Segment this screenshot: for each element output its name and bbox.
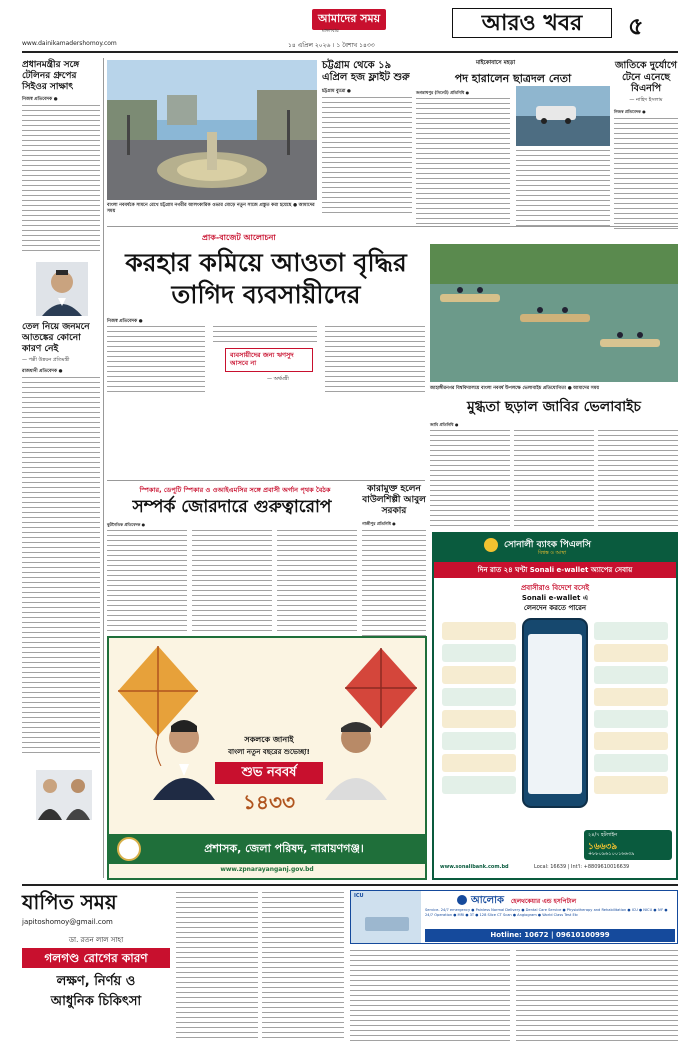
section-title: আরও খবর (452, 8, 612, 38)
boishakh-greeting-1: সকলকে জানাই (244, 735, 294, 744)
boat-body-3 (598, 430, 678, 528)
mic-headline: পদ হারালেন ছাত্রদল নেতা (454, 72, 572, 85)
jaapito-author: ডা. রতন লাল সাহা (68, 936, 124, 944)
prebudget-body-3 (325, 326, 425, 394)
jati-byline: নিজস্ব প্রতিবেদক ● (614, 108, 646, 114)
jati-body (614, 118, 678, 230)
jaapito-body-2 (262, 892, 344, 1042)
boat-photo (430, 244, 678, 382)
hospital-logo (457, 895, 467, 905)
jaapito-headline-1: গলগণ্ড রোগের কারণ (22, 948, 170, 968)
brand-logo: আমাদের সময় (312, 9, 386, 30)
col1-story2-headline: তেল নিয়ে জনমনে আতঙ্কের কোনো কারণ নেই (22, 322, 90, 354)
jaapito-box (22, 890, 170, 1040)
col1-portrait (36, 262, 88, 316)
bank-web[interactable]: www.sonalibank.com.bd (440, 864, 509, 870)
official-portrait-right (321, 710, 391, 800)
col1-body (22, 105, 100, 255)
bottom-body-2 (516, 950, 678, 1042)
mic-body-right (516, 150, 610, 228)
bank-phone-mockup (522, 618, 588, 808)
bank-hotline-box (584, 830, 672, 860)
jaapito-headline-3: আধুনিক চিকিৎসা (50, 994, 142, 1009)
hospital-services: Service- 24/7 emergency ● Painless Normal Delivery ● Dental Care Service ● Physiotherapy and Rehabilitation ● ICU ● NICU ● IVF ● 24/7 Operation ● MRI ● 3T ● 128 Slice CT Scan ● Angiogram ● World Class Test Etc (425, 908, 668, 917)
boishakh-main: শুভ নববর্ষ (215, 762, 323, 784)
hospital-name-2: হেলথকেয়ার এন্ড হসপিটাল (511, 898, 577, 905)
hospital-icu-label: ICU (354, 893, 364, 899)
ctg-body (322, 97, 412, 215)
ctg-headline: চট্টগ্রাম থেকে ১৯ এপ্রিল হজ ফ্লাইট শুরু (322, 60, 410, 83)
rule-mid-section (107, 480, 425, 481)
official-portrait-left (149, 710, 219, 800)
boat-body-1 (430, 430, 510, 528)
col1-story2-body (22, 377, 100, 757)
sonali-bank-ad (432, 532, 678, 880)
col1-byline: নিজস্ব প্রতিবেদক ● (22, 97, 58, 102)
bank-features-left (442, 622, 516, 822)
col1-story2-source: — পল্লী উন্নয়ন প্রতিমন্ত্রী (22, 357, 70, 363)
prison-headline: কারামুক্ত হলেন বাউলশিল্পী আবুল সরকার (362, 484, 426, 516)
rule-bottom-section (22, 884, 678, 886)
bank-sub-3: লেনদেন করতে পারেন (523, 604, 587, 612)
street-photo (107, 60, 317, 200)
prebudget-section (107, 230, 425, 480)
prebudget-body-1 (107, 326, 205, 394)
masthead (22, 8, 678, 50)
col1-inset-photos (36, 770, 92, 820)
street-photo-caption: বাংলা নববর্ষকে সামনে রেখে চট্টগ্রাম নগরীর আলংকারিক ওভার মোড়ে নতুন সাজে প্রস্তুত করা হয়েছে ● আমাদের সময় (107, 203, 315, 214)
bank-sub-2: Sonali e-wallet এ (521, 594, 589, 602)
bottom-body-1 (350, 950, 510, 1042)
masthead-date: ১৪ এপ্রিল ২০২৬ । ১ বৈশাখ ১৪৩৩ (288, 42, 375, 49)
speaker-headline: সম্পর্ক জোরদারে গুরুত্বারোপ (132, 497, 332, 517)
col1-headline: প্রধানমন্ত্রীর সঙ্গে টেলিনর গ্রুপের সিইওর সাক্ষাৎ (22, 60, 80, 92)
col1-story2-byline: রাজধানী প্রতিবেদক ● (22, 369, 63, 374)
jaapito-title: যাপিত সময় (22, 890, 117, 914)
jati-story (614, 60, 678, 230)
jaapito-body-1 (176, 892, 258, 1042)
bank-tagline: বিশ্বস্ত ও আস্থা (538, 550, 567, 556)
bank-banner: দিন রাত ২৪ ঘণ্টা Sonali e-wallet অ্যাপের সেবায় (434, 562, 676, 578)
boat-body-2 (514, 430, 594, 528)
page-number: ৫ (628, 12, 644, 40)
bank-local: Local: 16639 | Int'l: +8809610016639 (534, 864, 630, 870)
bank-hotline-alt[interactable]: +৮৮০৯৬১০০১৬৬৩৯ (588, 851, 635, 857)
prebudget-kicker: প্রাক-বাজেট আলোচনা (202, 233, 276, 242)
hospital-hotline[interactable]: Hotline: 10672 | 09610100999 (425, 929, 675, 942)
hospital-icu-photo (351, 891, 421, 943)
bank-hotline-label: ২৪/৭ হটলাইন (588, 832, 618, 838)
ctg-byline: চট্টগ্রাম ব্যুরো ● (322, 89, 351, 94)
bank-features-right (594, 622, 668, 822)
hospital-ad (350, 890, 678, 944)
col-divider-1 (103, 58, 104, 878)
bank-logo (484, 538, 498, 552)
boishakh-greeting-2: বাংলা নতুন বছরের শুভেচ্ছা! (228, 748, 310, 756)
boishakh-year: ১৪৩৩ (243, 790, 295, 814)
jati-source: — নাহিদ ইসলাম (629, 96, 663, 103)
mic-byline: জগন্নাথপুর (সিলেট) প্রতিনিধি ● (416, 90, 470, 95)
bank-brand: সোনালী ব্যাংক পিএলসি (504, 540, 591, 550)
mic-body-left (416, 98, 510, 228)
boat-headline: মুগ্ধতা ছড়াল জাবির ভেলাবাইচ (467, 399, 641, 415)
boishakh-ad (107, 636, 427, 880)
speaker-body-3 (277, 530, 357, 634)
district-emblem (117, 837, 141, 861)
boishakh-footer (109, 834, 425, 864)
masthead-day: মঙ্গলবার (322, 28, 339, 34)
speaker-byline: কূটনৈতিক প্রতিবেদক ● (107, 522, 146, 527)
prison-body (362, 530, 426, 640)
jaapito-email[interactable]: japitoshomoy@gmail.com (22, 918, 113, 926)
prebudget-quote (225, 348, 313, 372)
prebudget-quote-text: ব্যবসায়ীদের জন্য ঋণসুদ আসবে না (230, 351, 294, 367)
boat-caption: জাহাঙ্গীরনগর বিশ্ববিদ্যালয়ে বাংলা নববর্ষ উপলক্ষে ভেলাবাইচ প্রতিযোগিতা ● আমাদের সময় (430, 386, 600, 391)
jaapito-headline-2: লক্ষণ, নির্ণয় ও (56, 974, 136, 989)
col1-story2 (22, 322, 100, 757)
speaker-kicker: স্পিকার, ডেপুটি স্পিকার ও ওআইএমসির সঙ্গে প্রবাসী অর্গান পৃথক বৈঠক (139, 486, 331, 494)
ctg-story (322, 60, 412, 215)
jati-headline: জাতিকে দুর্যোগে টেনে এনেছে বিএনপি (615, 60, 677, 94)
speaker-body-1 (107, 530, 187, 634)
phone-screen (528, 634, 582, 794)
prebudget-quote-source: — অর্থমন্ত্রী (267, 376, 289, 382)
prebudget-body-2 (213, 326, 317, 344)
rule-top-section (107, 226, 678, 227)
boishakh-footer-text: প্রশাসক, জেলা পরিষদ, নারায়ণগঞ্জ। (204, 842, 364, 855)
speaker-body-2 (192, 530, 272, 634)
speaker-section (107, 484, 357, 634)
bank-hotline[interactable]: ১৬৬৩৯ (588, 842, 618, 852)
hospital-name: আলোক (471, 895, 505, 906)
prison-story (362, 484, 426, 640)
mic-photo (516, 86, 610, 146)
prebudget-byline: নিজস্ব প্রতিবেদক ● (107, 319, 143, 324)
prison-byline: গাজীপুর প্রতিনিধি ● (362, 521, 396, 526)
bank-sub-1: প্রবাসীরাও বিদেশে বসেই (520, 584, 589, 592)
boishakh-web[interactable]: www.zpnarayanganj.gov.bd (220, 866, 314, 873)
bank-header (434, 534, 676, 562)
col1-story1 (22, 60, 100, 255)
website-url[interactable]: www.dainikamadershomoy.com (22, 40, 117, 47)
prebudget-headline-1: করহার কমিয়ে আওতা বৃদ্ধির (125, 248, 407, 277)
boat-byline: জাবি প্রতিনিধি ● (430, 422, 459, 427)
mic-kicker: মাইকোবাসে মহড়া (476, 60, 516, 66)
prebudget-headline-2: তাগিদ ব্যবসায়ীদের (171, 280, 361, 309)
masthead-rule (22, 51, 678, 53)
